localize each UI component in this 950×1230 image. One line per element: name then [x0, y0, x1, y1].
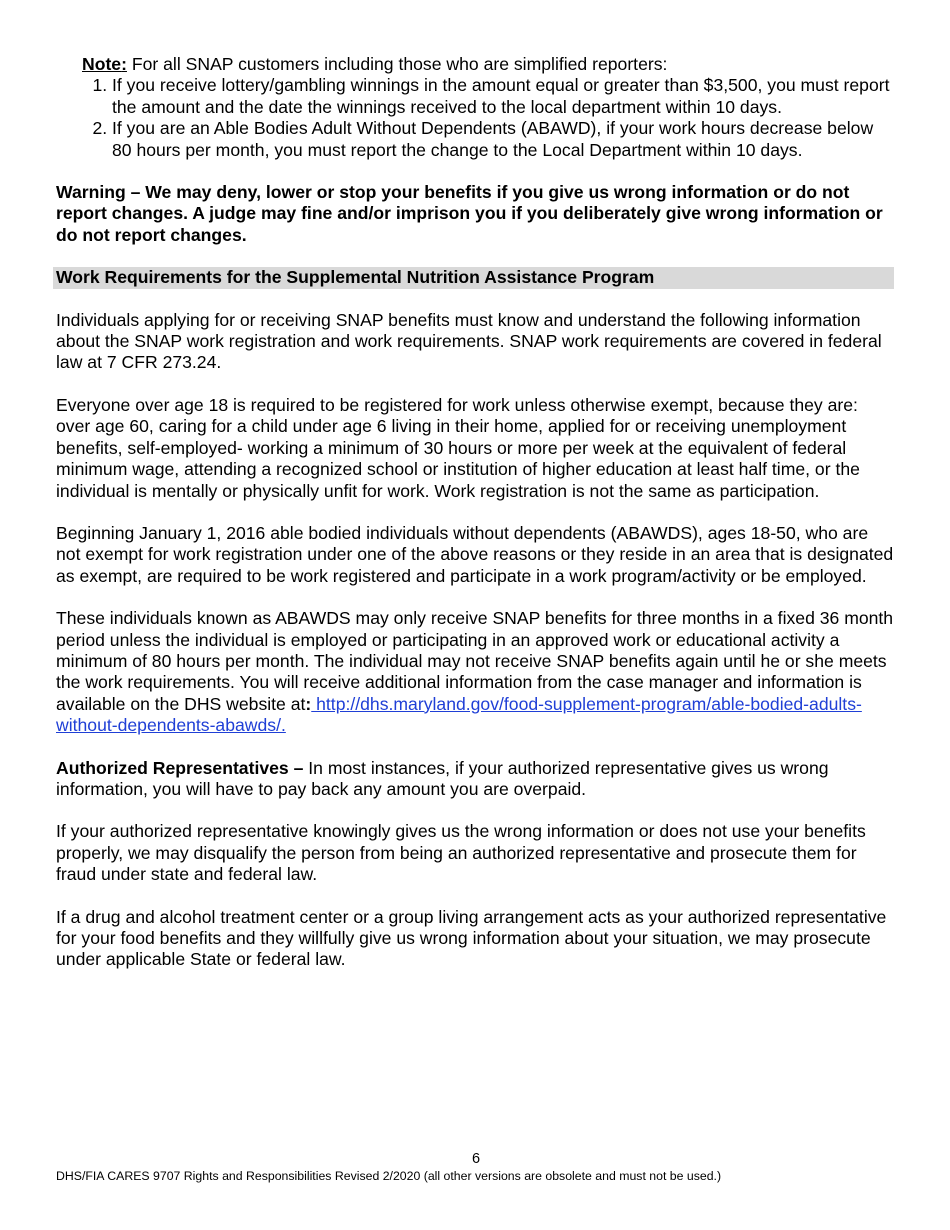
note-item-1: 1. If you receive lottery/gambling winnings in the amount equal or greater than $3,500, you must report the amount and the date the winnings received to the local department within 10 days.: [112, 75, 896, 118]
document-page: [56, 54, 896, 971]
dhs-abawd-link[interactable]: http://dhs.maryland.gov/food-supplement-program/able-bodied-adults-without-dependents-abawds/.: [56, 693, 862, 736]
work-req-paragraph-4: [56, 608, 896, 736]
note-intro-text: For all SNAP customers including those who are simplified reporters:: [126, 54, 668, 74]
page-number: 6: [471, 1151, 481, 1167]
note-item-2: 2. If you are an Able Bodies Adult Without Dependents (ABAWD), if your work hours decrease below 80 hours per month, you must report the change to the Local Department within 10 days.: [112, 118, 896, 161]
note-list: [82, 75, 896, 161]
work-req-paragraph-1: Individuals applying for or receiving SNAP benefits must know and understand the following information about the SNAP work registration and work requirements. SNAP work requirements are covered in federal law at 7 CFR 273.24.: [56, 309, 882, 373]
warning-paragraph: Warning – We may deny, lower or stop your benefits if you give us wrong information or do not report changes. A judge may fine and/or imprison you if you deliberately give wrong information or do not report changes.: [56, 182, 883, 245]
authorized-rep-paragraph-3: If a drug and alcohol treatment center or a group living arrangement acts as your authorized representative for your food benefits and they willfully give us wrong information about your situation, we may prosecute under applicable State or federal law.: [56, 906, 887, 970]
footer-revision-text: DHS/FIA CARES 9707 Rights and Responsibilities Revised 2/2020 (all other versions are obsolete and must not be used.): [56, 1169, 722, 1183]
note-label: Note: [82, 54, 122, 74]
authorized-rep-paragraph-2: If your authorized representative knowingly gives us the wrong information or does not use your benefits properly, we may disqualify the person from being an authorized representative and prosecute them for fraud under state and federal law.: [56, 821, 866, 885]
work-req-paragraph-2: Everyone over age 18 is required to be registered for work unless otherwise exempt, because they are: over age 60, caring for a child under age 6 living in their home, applied for or receiving unemployment benefits, self-employed- working a minimum of 30 hours or more per week at the equivalent of federal minimum wage, attending a recognized school or institution of higher education at least half time, or the individual is mentally or physically unfit for work. Work registration is not the same as participation.: [56, 394, 860, 501]
authorized-rep-label: Authorized Representatives –: [56, 757, 304, 778]
note-intro: [82, 54, 896, 75]
page-footer: [56, 1150, 896, 1184]
work-req-paragraph-3: Beginning January 1, 2016 able bodied individuals without dependents (ABAWDS), ages 18-50, who are not exempt for work registration under one of the above reasons or they reside in an area that is designated as exempt, are required to be work registered and participate in a work program/activity or be employed.: [56, 522, 894, 586]
authorized-rep-paragraph-1: [56, 758, 896, 801]
link-colon: :: [305, 693, 312, 714]
section-heading: Work Requirements for the Supplemental Nutrition Assistance Program: [53, 267, 894, 288]
work-req-paragraph-4-text: These individuals known as ABAWDS may only receive SNAP benefits for three months in a fixed 36 month period unless the individual is employed or participating in an approved work or educational activity a minimum of 80 hours per month. The individual may not receive SNAP benefits again until he or she meets the work requirements. You will receive additional information from the case manager and information is available on the DHS website at: [56, 608, 894, 714]
note-block: [82, 54, 896, 161]
authorized-rep-text: In most instances, if your authorized representative gives us wrong information, you will have to pay back any amount you are overpaid.: [56, 757, 829, 799]
note-colon: :: [121, 54, 127, 74]
